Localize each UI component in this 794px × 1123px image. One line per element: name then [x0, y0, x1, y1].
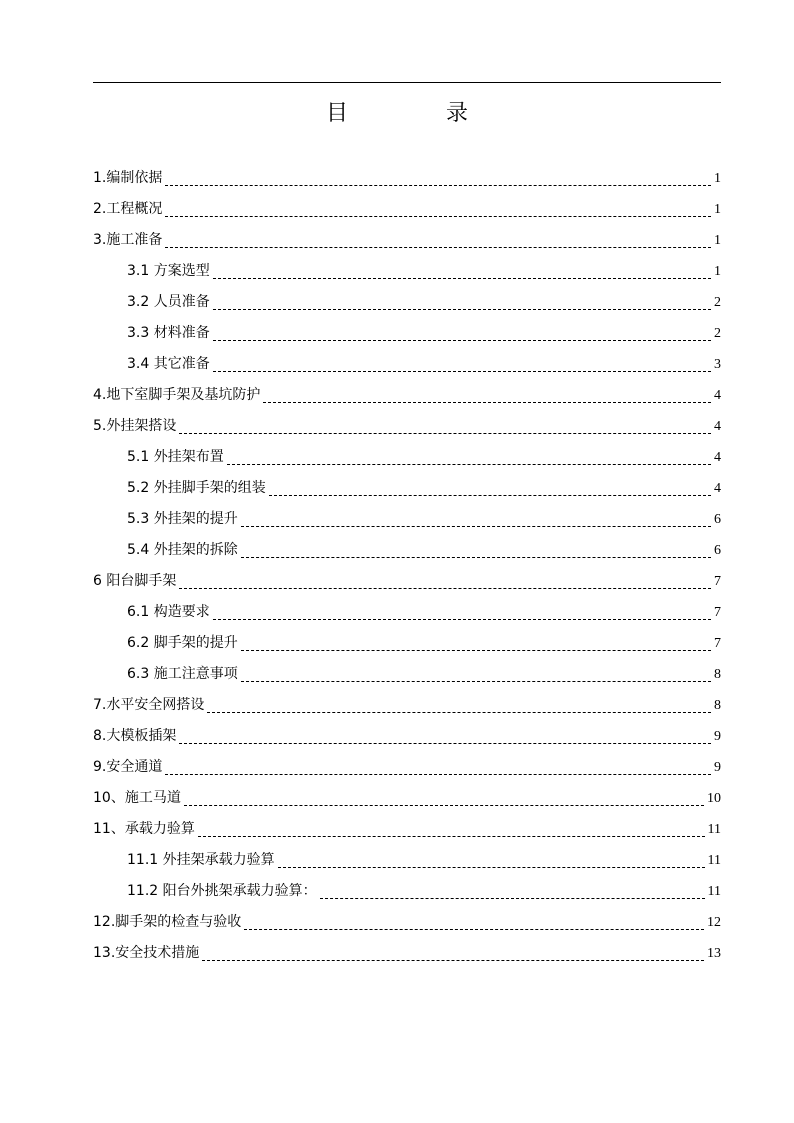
toc-entry-label: 13.安全技术措施 [93, 945, 200, 961]
toc-page-number: 7 [714, 574, 721, 589]
toc-page-number: 11 [707, 822, 721, 837]
toc-leader-dashes [278, 867, 705, 868]
toc-subentry[interactable] [93, 508, 721, 539]
toc-leader-dashes [213, 371, 711, 372]
toc-subentry[interactable] [93, 880, 721, 911]
toc-page-number: 6 [714, 543, 721, 558]
toc-entry-label: 5.外挂架搭设 [93, 418, 177, 434]
toc-entry[interactable] [93, 384, 721, 415]
page-title: 目 录 [325, 101, 506, 126]
toc-leader-dashes [202, 960, 704, 961]
toc-subentry[interactable] [93, 477, 721, 508]
toc-subentry[interactable] [93, 849, 721, 880]
toc-entry-label: 10、施工马道 [93, 790, 181, 806]
toc-page-number: 10 [707, 791, 721, 806]
toc-page-number: 7 [714, 605, 721, 620]
toc-entry-label: 3.施工准备 [93, 232, 163, 248]
toc-page-number: 11 [707, 853, 721, 868]
toc-entry-label: 6 阳台脚手架 [93, 573, 177, 589]
toc-entry[interactable] [93, 167, 721, 198]
toc-page-number: 2 [714, 295, 721, 310]
toc-page-number: 4 [714, 419, 721, 434]
toc-leader-dashes [165, 185, 711, 186]
toc-page-number: 1 [714, 233, 721, 248]
toc-entry-label: 11、承载力验算 [93, 821, 195, 837]
toc-entry-label: 3.4 其它准备 [127, 356, 210, 372]
toc-entry[interactable] [93, 911, 721, 942]
toc-leader-dashes [263, 402, 711, 403]
toc-entry-label: 6.2 脚手架的提升 [127, 635, 238, 651]
toc-leader-dashes [241, 526, 711, 527]
toc-page-number: 12 [707, 915, 721, 930]
toc-entry-label: 11.1 外挂架承载力验算 [127, 852, 275, 868]
toc-page-number: 1 [714, 202, 721, 217]
toc-page-number: 6 [714, 512, 721, 527]
toc-entry[interactable] [93, 415, 721, 446]
toc-leader-dashes [244, 929, 704, 930]
toc-page-number: 4 [714, 388, 721, 403]
toc-subentry[interactable] [93, 663, 721, 694]
toc-page-number: 2 [714, 326, 721, 341]
toc-leader-dashes [213, 619, 711, 620]
toc-leader-dashes [269, 495, 711, 496]
toc-leader-dashes [184, 805, 704, 806]
toc-page-number: 9 [714, 760, 721, 775]
toc-leader-dashes [213, 278, 711, 279]
toc-page-number: 4 [714, 481, 721, 496]
toc-entry[interactable] [93, 818, 721, 849]
toc-entry-label: 3.2 人员准备 [127, 294, 210, 310]
toc-leader-dashes [213, 309, 711, 310]
toc-entry[interactable] [93, 198, 721, 229]
toc-entry-label: 5.3 外挂架的提升 [127, 511, 238, 527]
toc-leader-dashes [241, 681, 711, 682]
toc-page-number: 8 [714, 698, 721, 713]
toc-subentry[interactable] [93, 539, 721, 570]
header-rule [93, 82, 721, 83]
toc-page-number: 11 [707, 884, 721, 899]
toc-entry[interactable] [93, 694, 721, 725]
toc-leader-dashes [207, 712, 711, 713]
toc-entry[interactable] [93, 787, 721, 818]
toc-leader-dashes [179, 433, 711, 434]
toc-entry[interactable] [93, 570, 721, 601]
toc-leader-dashes [179, 743, 711, 744]
toc-entry-label: 6.3 施工注意事项 [127, 666, 238, 682]
toc-entry-label: 5.2 外挂脚手架的组装 [127, 480, 266, 496]
toc-entry-label: 7.水平安全网搭设 [93, 697, 205, 713]
toc-leader-dashes [213, 340, 711, 341]
toc-subentry[interactable] [93, 446, 721, 477]
toc-entry[interactable] [93, 725, 721, 756]
table-of-contents [93, 167, 721, 973]
toc-page-number: 3 [714, 357, 721, 372]
toc-entry-label: 12.脚手架的检查与验收 [93, 914, 242, 930]
toc-leader-dashes [179, 588, 711, 589]
toc-leader-dashes [241, 650, 711, 651]
toc-subentry[interactable] [93, 322, 721, 353]
toc-entry[interactable] [93, 756, 721, 787]
toc-entry-label: 3.3 材料准备 [127, 325, 210, 341]
toc-subentry[interactable] [93, 601, 721, 632]
toc-leader-dashes [165, 247, 711, 248]
toc-subentry[interactable] [93, 260, 721, 291]
toc-leader-dashes [165, 774, 711, 775]
toc-subentry[interactable] [93, 632, 721, 663]
toc-entry[interactable] [93, 229, 721, 260]
toc-page-number: 1 [714, 171, 721, 186]
toc-entry-label: 2.工程概况 [93, 201, 163, 217]
toc-entry-label: 8.大模板插架 [93, 728, 177, 744]
toc-page-number: 7 [714, 636, 721, 651]
toc-leader-dashes [320, 898, 705, 899]
toc-page-number: 1 [714, 264, 721, 279]
toc-page-number: 4 [714, 450, 721, 465]
toc-entry-label: 3.1 方案选型 [127, 263, 210, 279]
toc-entry-label: 6.1 构造要求 [127, 604, 210, 620]
toc-leader-dashes [241, 557, 711, 558]
toc-entry-label: 4.地下室脚手架及基坑防护 [93, 387, 261, 403]
toc-entry-label: 1.编制依据 [93, 170, 163, 186]
toc-entry-label: 11.2 阳台外挑架承载力验算： [127, 883, 317, 899]
toc-leader-dashes [227, 464, 711, 465]
toc-page-number: 13 [707, 946, 721, 961]
toc-subentry[interactable] [93, 291, 721, 322]
toc-leader-dashes [198, 836, 705, 837]
toc-page-number: 8 [714, 667, 721, 682]
toc-entry-label: 9.安全通道 [93, 759, 163, 775]
toc-entry-label: 5.4 外挂架的拆除 [127, 542, 238, 558]
toc-subentry[interactable] [93, 353, 721, 384]
toc-entry[interactable] [93, 942, 721, 973]
toc-entry-label: 5.1 外挂架布置 [127, 449, 224, 465]
toc-leader-dashes [165, 216, 711, 217]
toc-page-number: 9 [714, 729, 721, 744]
